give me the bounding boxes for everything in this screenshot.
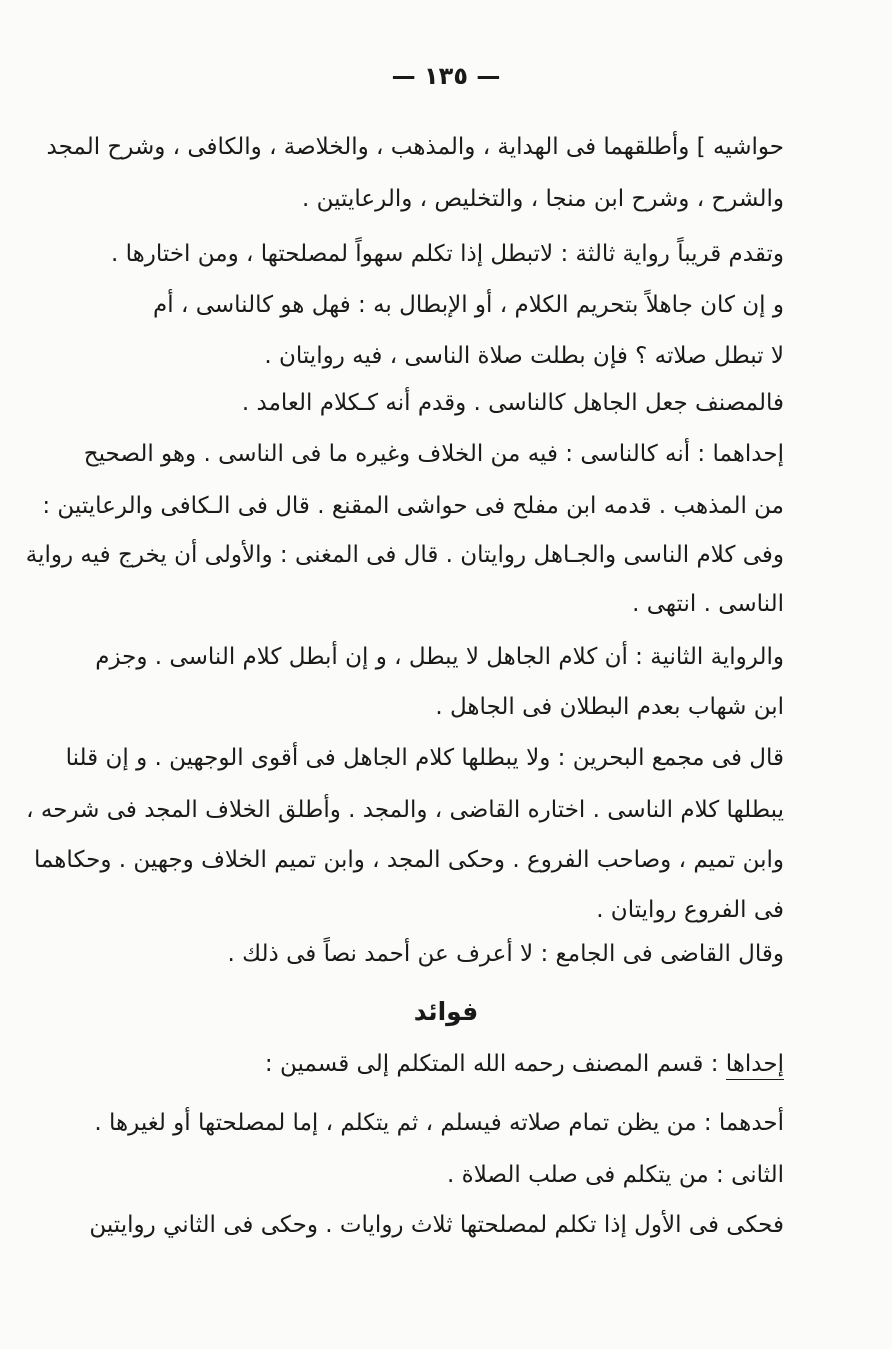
text-line-14: يبطلها كلام الناسى . اختاره القاضى ، والمجد . وأطلق الخلاف المجد فى شرحه ، (26, 797, 784, 823)
text-line-1: حواشيه ] وأطلقهما فى الهداية ، والمذهب ، والخلاصة ، والكافى ، وشرح المجد (46, 134, 784, 160)
fawaid-line-2: أحدهما : من يظن تمام صلاته فيسلم ، ثم يتكلم ، إما لمصلحتها أو لغيرها . (94, 1110, 784, 1136)
text-line-5: لا تبطل صلاته ؟ فإن بطلت صلاة الناسى ، فيه روايتان . (264, 343, 784, 369)
text-line-12: ابن شهاب بعدم البطلان فى الجاهل . (435, 694, 784, 720)
fawaid-line-4: فحكى فى الأول إذا تكلم لمصلحتها ثلاث روايات . وحكى فى الثاني روايتين (89, 1212, 784, 1238)
text-line-10: الناسى . انتهى . (632, 591, 784, 617)
text-line-11: والرواية الثانية : أن كلام الجاهل لا يبطل ، و إن أبطل كلام الناسى . وجزم (95, 644, 784, 670)
text-line-4: و إن كان جاهلاً بتحريم الكلام ، أو الإبطال به : فهل هو كالناسى ، أم (153, 292, 784, 318)
text-line-9: وفى كلام الناسى والجـاهل روايتان . قال فى المغنى : والأولى أن يخرج فيه رواية (25, 542, 784, 568)
text-line-17: وقال القاضى فى الجامع : لا أعرف عن أحمد نصاً فى ذلك . (227, 941, 784, 967)
text-line-13: قال فى مجمع البحرين : ولا يبطلها كلام الجاهل فى أقوى الوجهين . و إن قلنا (65, 745, 784, 771)
text-line-7: إحداهما : أنه كالناسى : فيه من الخلاف وغيره ما فى الناسى . وهو الصحيح (83, 441, 784, 467)
page-number: — ١٣٥ — (391, 62, 501, 90)
section-heading: فوائد (413, 997, 479, 1026)
text-line-3: وتقدم قريباً رواية ثالثة : لاتبطل إذا تكلم سهواً لمصلحتها ، ومن اختارها . (111, 241, 784, 267)
text-line-6: فالمصنف جعل الجاهل كالناسى . وقدم أنه كـكلام العامد . (241, 390, 784, 416)
text-line-16: فى الفروع روايتان . (596, 897, 784, 923)
fawaid-label: إحداها (726, 1051, 784, 1080)
text-line-2: والشرح ، وشرح ابن منجا ، والتخليص ، والرعايتين . (301, 186, 784, 212)
text-line-15: وابن تميم ، وصاحب الفروع . وحكى المجد ، وابن تميم الخلاف وجهين . وحكاهما (34, 847, 784, 873)
text-line-8: من المذهب . قدمه ابن مفلح فى حواشى المقنع . قال فى الـكافى والرعايتين : (42, 493, 784, 519)
fawaid-line-3: الثانى : من يتكلم فى صلب الصلاة . (447, 1162, 784, 1188)
fawaid-first-text: : قسم المصنف رحمه الله المتكلم إلى قسمين : (264, 1051, 726, 1077)
fawaid-line-1 (140, 1047, 784, 1083)
